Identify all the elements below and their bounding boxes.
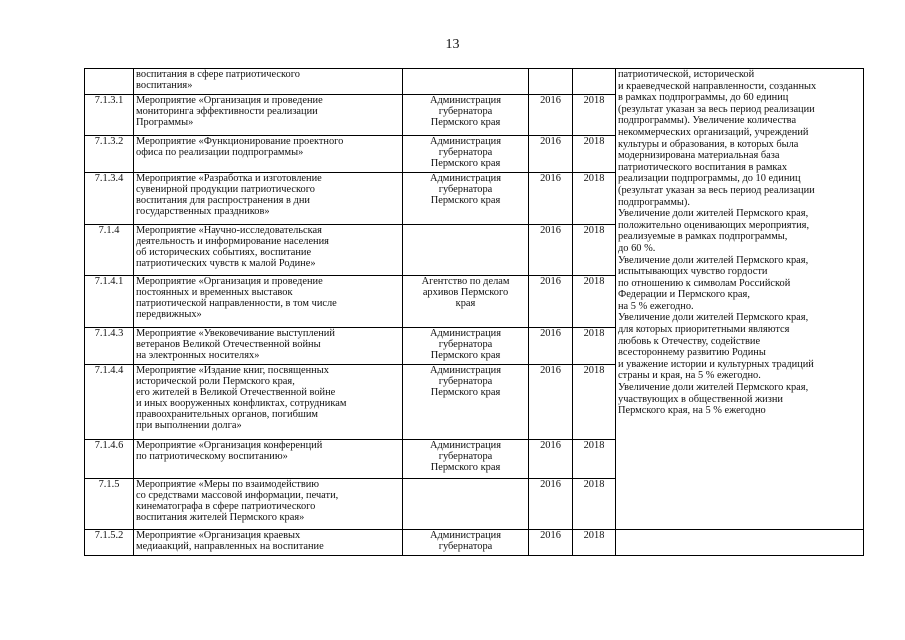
page-number: 13 bbox=[445, 37, 460, 52]
result-line: на 5 % ежегодно. bbox=[618, 300, 694, 312]
activity-name-line: исторической роли Пермского края, bbox=[136, 376, 295, 387]
result-line: реализуемые в рамках подпрограммы, bbox=[618, 231, 788, 243]
activity-executor bbox=[403, 95, 529, 136]
activity-code: 7.1.5.2 bbox=[85, 530, 134, 556]
activity-name bbox=[134, 440, 403, 479]
activity-name-line: об исторических событиях, воспитание bbox=[136, 247, 312, 258]
result-line: и уважение истории и культурных традиций bbox=[618, 358, 814, 370]
start-year: 2016 bbox=[529, 479, 573, 530]
activity-name-line: кинематографа в сфере патриотического bbox=[136, 501, 316, 512]
activity-executor-line: губернатора bbox=[438, 184, 493, 195]
activity-executor-line: Администрация bbox=[429, 530, 502, 541]
activity-executor-line: губернатора bbox=[438, 339, 493, 350]
activity-name-line: Мероприятие «Организация и проведение bbox=[136, 276, 323, 287]
start-year: 2016 bbox=[529, 530, 573, 556]
activity-name-line: Мероприятие «Разработка и изготовление bbox=[136, 173, 322, 184]
activity-name-line: воспитания жителей Пермского края» bbox=[136, 512, 305, 523]
activity-executor-line: губернатора bbox=[438, 451, 493, 462]
activity-code: 7.1.3.1 bbox=[85, 95, 134, 136]
result-line: подпрограммы). Увеличение количества bbox=[618, 115, 797, 127]
activity-name bbox=[134, 328, 403, 365]
activity-executor bbox=[403, 276, 529, 328]
activity-executor bbox=[403, 328, 529, 365]
activity-executor-line: Пермского края bbox=[430, 195, 501, 206]
result-line: для которых приоритетными являются bbox=[618, 324, 790, 336]
result-line: Увеличение доли жителей Пермского края, bbox=[618, 208, 809, 220]
activity-name-line: Мероприятие «Организация краевых bbox=[136, 530, 301, 541]
activity-executor bbox=[403, 530, 529, 556]
start-year: 2016 bbox=[529, 136, 573, 173]
activity-name-line: Мероприятие «Меры по взаимодействию bbox=[136, 479, 320, 490]
activity-executor bbox=[403, 69, 529, 95]
result-line: реализации подпрограммы, до 10 единиц bbox=[618, 173, 801, 185]
activity-executor-line: края bbox=[455, 298, 476, 309]
activity-name-line: Мероприятие «Издание книг, посвященных bbox=[136, 365, 329, 376]
activity-name bbox=[134, 530, 403, 556]
start-year: 2016 bbox=[529, 225, 573, 276]
result-line: до 60 %. bbox=[618, 242, 656, 254]
activity-code: 7.1.3.4 bbox=[85, 173, 134, 225]
start-year: 2016 bbox=[529, 95, 573, 136]
activity-name-line: на электронных носителях» bbox=[136, 350, 260, 361]
result-line: Пермского края, на 5 % ежегодно bbox=[618, 405, 766, 417]
activity-executor bbox=[403, 479, 529, 530]
table-row bbox=[85, 69, 864, 95]
activity-executor-line: Администрация bbox=[429, 136, 502, 147]
activity-name bbox=[134, 136, 403, 173]
activity-executor-line: Пермского края bbox=[430, 117, 501, 128]
activity-name-line: его жителей в Великой Отечественной войне bbox=[136, 387, 336, 398]
end-year: 2018 bbox=[573, 225, 616, 276]
activity-executor-line: Пермского края bbox=[430, 350, 501, 361]
activity-name bbox=[134, 173, 403, 225]
activity-executor-line: Агентство по делам bbox=[421, 276, 510, 287]
activity-name-line: Мероприятие «Научно-исследовательская bbox=[136, 225, 322, 236]
activity-executor-line: Администрация bbox=[429, 365, 502, 376]
activity-code: 7.1.4.1 bbox=[85, 276, 134, 328]
activity-executor-line: Администрация bbox=[429, 173, 502, 184]
result-line: и краеведческой направленности, созданных bbox=[618, 80, 817, 92]
activity-name-line: воспитания в сфере патриотического bbox=[136, 69, 300, 80]
activity-executor-line: Пермского края bbox=[430, 462, 501, 473]
end-year: 2018 bbox=[573, 95, 616, 136]
activity-name-line: патриотической направленности, в том числе bbox=[136, 298, 337, 309]
result-line: некоммерческих организаций, учреждений bbox=[618, 126, 809, 138]
activity-executor-line: Пермского края bbox=[430, 387, 501, 398]
result-line: культуры и образования, в которых была bbox=[618, 138, 799, 150]
activity-name-line: со средствами массовой информации, печати, bbox=[136, 490, 339, 501]
result-line: патриотической, исторической bbox=[618, 69, 755, 80]
activity-name-line: правоохранительных органов, погибшим bbox=[136, 409, 318, 420]
activity-name-line: передвижных» bbox=[136, 309, 202, 320]
result-line: страны и края, на 5 % ежегодно. bbox=[618, 370, 761, 382]
end-year: 2018 bbox=[573, 328, 616, 365]
activity-name bbox=[134, 479, 403, 530]
activity-name-line: деятельность и информирование населения bbox=[136, 236, 329, 247]
start-year: 2016 bbox=[529, 365, 573, 440]
activity-executor-line: архивов Пермского bbox=[422, 287, 509, 298]
activity-executor bbox=[403, 136, 529, 173]
activity-name-line: Программы» bbox=[136, 117, 194, 128]
result-line: по отношению к символам Российской bbox=[618, 277, 791, 289]
start-year bbox=[529, 69, 573, 95]
activity-name-line: патриотических чувств к малой Родине» bbox=[136, 258, 316, 269]
activity-name bbox=[134, 365, 403, 440]
result-line: любовь к Отечеству, содействие bbox=[618, 335, 761, 347]
end-year: 2018 bbox=[573, 479, 616, 530]
result-line: всестороннему развитию Родины bbox=[618, 347, 766, 359]
start-year: 2016 bbox=[529, 173, 573, 225]
program-table bbox=[84, 68, 864, 556]
activity-name-line: Мероприятие «Организация и проведение bbox=[136, 95, 323, 106]
activity-name-line: постоянных и временных выставок bbox=[136, 287, 293, 298]
empty-result-cell bbox=[616, 530, 864, 556]
activity-name-line: Мероприятие «Увековечивание выступлений bbox=[136, 328, 335, 339]
activity-name-line: ветеранов Великой Отечественной войны bbox=[136, 339, 321, 350]
result-line: в рамках подпрограммы, до 60 единиц bbox=[618, 92, 789, 104]
activity-code: 7.1.5 bbox=[85, 479, 134, 530]
activity-executor-line: Администрация bbox=[429, 440, 502, 451]
activity-name-line: воспитания» bbox=[136, 80, 193, 91]
activity-name-line: сувенирной продукции патриотического bbox=[136, 184, 315, 195]
result-line: Увеличение доли жителей Пермского края, bbox=[618, 312, 809, 324]
activity-name-line: мониторинга эффективности реализации bbox=[136, 106, 318, 117]
activity-name-line: воспитания для распространения в дни bbox=[136, 195, 310, 206]
activity-name bbox=[134, 276, 403, 328]
activity-executor bbox=[403, 225, 529, 276]
activity-executor-line: губернатора bbox=[438, 147, 493, 158]
end-year: 2018 bbox=[573, 276, 616, 328]
activity-name bbox=[134, 69, 403, 95]
result-line: Увеличение доли жителей Пермского края, bbox=[618, 382, 809, 394]
activity-code: 7.1.4.3 bbox=[85, 328, 134, 365]
activity-executor-line: губернатора bbox=[438, 376, 493, 387]
end-year: 2018 bbox=[573, 440, 616, 479]
result-line: (результат указан за весь период реализации bbox=[618, 184, 815, 196]
activity-name bbox=[134, 225, 403, 276]
activity-code: 7.1.4 bbox=[85, 225, 134, 276]
result-line: патриотического воспитания в рамках bbox=[618, 161, 788, 173]
result-line: подпрограммы). bbox=[618, 196, 690, 208]
end-year: 2018 bbox=[573, 136, 616, 173]
end-year bbox=[573, 69, 616, 95]
table-row bbox=[85, 530, 864, 556]
start-year: 2016 bbox=[529, 276, 573, 328]
activity-name-line: по патриотическому воспитанию» bbox=[136, 451, 288, 462]
result-line: (результат указан за весь период реализации bbox=[618, 103, 815, 115]
expected-results bbox=[616, 69, 864, 530]
activity-code bbox=[85, 69, 134, 95]
activity-code: 7.1.3.2 bbox=[85, 136, 134, 173]
activity-name-line: Мероприятие «Функционирование проектного bbox=[136, 136, 344, 147]
result-line: участвующих в общественной жизни bbox=[618, 393, 783, 405]
result-line: Федерации и Пермского края, bbox=[618, 289, 750, 301]
result-line: модернизирована материальная база bbox=[618, 150, 780, 162]
activity-executor bbox=[403, 173, 529, 225]
start-year: 2016 bbox=[529, 328, 573, 365]
activity-code: 7.1.4.4 bbox=[85, 365, 134, 440]
start-year: 2016 bbox=[529, 440, 573, 479]
activity-name-line: медиаакций, направленных на воспитание bbox=[136, 541, 324, 552]
activity-executor bbox=[403, 440, 529, 479]
activity-executor-line: Администрация bbox=[429, 328, 502, 339]
activity-name-line: и иных вооруженных конфликтах, сотрудникам bbox=[136, 398, 347, 409]
activity-name bbox=[134, 95, 403, 136]
activity-name-line: Мероприятие «Организация конференций bbox=[136, 440, 323, 451]
end-year: 2018 bbox=[573, 365, 616, 440]
activity-executor-line: губернатора bbox=[438, 106, 493, 117]
activity-name-line: офиса по реализации подпрограммы» bbox=[136, 147, 304, 158]
activity-executor-line: Администрация bbox=[429, 95, 502, 106]
activity-name-line: государственных праздников» bbox=[136, 206, 270, 217]
result-line: испытывающих чувство гордости bbox=[618, 266, 768, 278]
activity-executor-line: Пермского края bbox=[430, 158, 501, 169]
end-year: 2018 bbox=[573, 173, 616, 225]
activity-name-line: при выполнении долга» bbox=[136, 420, 242, 431]
result-line: Увеличение доли жителей Пермского края, bbox=[618, 254, 809, 266]
activity-code: 7.1.4.6 bbox=[85, 440, 134, 479]
result-line: положительно оценивающих мероприятия, bbox=[618, 219, 810, 231]
activity-executor bbox=[403, 365, 529, 440]
end-year: 2018 bbox=[573, 530, 616, 556]
activity-executor-line: губернатора bbox=[438, 541, 493, 552]
